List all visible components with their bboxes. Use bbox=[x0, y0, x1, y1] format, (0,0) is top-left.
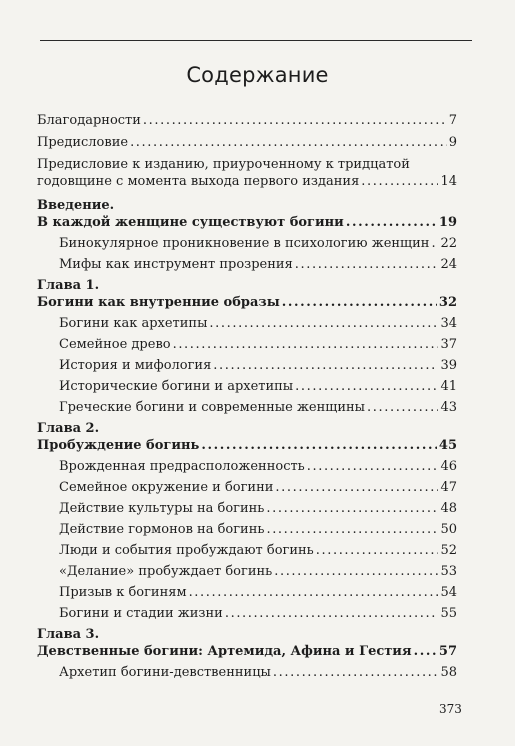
leader-dots bbox=[274, 564, 438, 579]
toc-entry-label: Пробуждение богинь bbox=[37, 438, 200, 453]
toc-entry-label: Девственные богини: Артемида, Афина и Гестия bbox=[37, 644, 412, 659]
toc-entry bbox=[37, 135, 457, 150]
toc-entry-page: 47 bbox=[440, 480, 457, 495]
toc-entry bbox=[37, 585, 457, 600]
leader-dots bbox=[143, 113, 447, 128]
leader-dots bbox=[130, 135, 447, 150]
section-heading: Глава 2. bbox=[37, 421, 100, 436]
toc-entry bbox=[37, 501, 457, 516]
toc-entry bbox=[37, 606, 457, 621]
toc-entry bbox=[37, 459, 457, 474]
toc-entry-page: 7 bbox=[448, 113, 457, 128]
leader-dots bbox=[295, 257, 439, 272]
toc-entry bbox=[37, 337, 457, 352]
toc-entry-page: 22 bbox=[440, 236, 457, 251]
leader-dots bbox=[189, 585, 439, 600]
leader-dots bbox=[213, 358, 438, 373]
leader-dots bbox=[346, 215, 437, 230]
toc-entry-label: Богини и стадии жизни bbox=[59, 606, 223, 621]
toc-entry-label: Семейное окружение и богини bbox=[59, 480, 274, 495]
toc-entry bbox=[37, 522, 457, 537]
toc-entry-label: Люди и события пробуждают богинь bbox=[59, 543, 314, 558]
toc-entry-label: годовщине с момента выхода первого издания bbox=[37, 174, 360, 189]
toc-entry bbox=[37, 438, 457, 453]
toc-entry-label: В каждой женщине существуют богини bbox=[37, 215, 344, 230]
leader-dots bbox=[275, 480, 438, 495]
toc-entry-label: Богини как архетипы bbox=[59, 316, 208, 331]
toc-entry bbox=[37, 379, 457, 394]
toc-entry-label: Бинокулярное проникновение в психологию женщин bbox=[59, 236, 430, 251]
toc-entry-page: 55 bbox=[440, 606, 457, 621]
toc-entry bbox=[37, 480, 457, 495]
section-heading: Глава 1. bbox=[37, 278, 100, 293]
toc-entry-label: Исторические богини и архетипы bbox=[59, 379, 294, 394]
page-number: 373 bbox=[439, 702, 462, 716]
toc-entry bbox=[37, 543, 457, 558]
toc-entry-label: История и мифология bbox=[59, 358, 212, 373]
toc-entry bbox=[37, 400, 457, 415]
section-heading: Глава 3. bbox=[37, 627, 100, 642]
toc-entry-label: Врожденная предрасположенность bbox=[59, 459, 305, 474]
toc-entry-first-line: Предисловие к изданию, приуроченному к тридцатой bbox=[37, 157, 410, 172]
toc-entry-page: 34 bbox=[440, 316, 457, 331]
toc-entry bbox=[37, 236, 457, 251]
toc-entry-page: 39 bbox=[440, 358, 457, 373]
toc-entry-label: «Делание» пробуждает богинь bbox=[59, 564, 273, 579]
toc-entry-page: 50 bbox=[440, 522, 457, 537]
toc-entry-label: Греческие богини и современные женщины bbox=[59, 400, 366, 415]
toc-entry-page: 45 bbox=[438, 438, 457, 453]
leader-dots bbox=[273, 665, 439, 680]
toc-entry-page: 52 bbox=[440, 543, 457, 558]
leader-dots bbox=[295, 379, 438, 394]
header-rule bbox=[40, 40, 472, 41]
leader-dots bbox=[282, 295, 437, 310]
toc-entry-page: 53 bbox=[440, 564, 457, 579]
toc-entry-label: Семейное древо bbox=[59, 337, 171, 352]
leader-dots bbox=[307, 459, 439, 474]
leader-dots bbox=[266, 522, 438, 537]
toc-entry-page: 9 bbox=[448, 135, 457, 150]
leader-dots bbox=[431, 236, 438, 251]
toc-entry-page: 58 bbox=[440, 665, 457, 680]
toc-entry bbox=[37, 295, 457, 310]
toc-entry-page: 46 bbox=[440, 459, 457, 474]
toc-entry bbox=[37, 358, 457, 373]
toc-entry-label: Благодарности bbox=[37, 113, 141, 128]
section-heading: Введение. bbox=[37, 198, 115, 213]
leader-dots bbox=[209, 316, 438, 331]
leader-dots bbox=[316, 543, 439, 558]
toc-entry-page: 48 bbox=[440, 501, 457, 516]
toc-entry-page: 54 bbox=[440, 585, 457, 600]
toc-entry-label: Архетип богини-девственницы bbox=[59, 665, 271, 680]
toc-entry-page: 24 bbox=[440, 257, 457, 272]
leader-dots bbox=[361, 174, 438, 189]
toc-entry bbox=[37, 644, 457, 659]
leader-dots bbox=[414, 644, 437, 659]
toc-entry bbox=[37, 215, 457, 230]
toc-entry bbox=[37, 665, 457, 680]
toc-entry-page: 19 bbox=[438, 215, 457, 230]
toc-entry-label: Богини как внутренние образы bbox=[37, 295, 280, 310]
toc-entry-page: 43 bbox=[440, 400, 457, 415]
toc-entry-page: 32 bbox=[438, 295, 457, 310]
leader-dots bbox=[225, 606, 439, 621]
toc-entry-label: Действие культуры на богинь bbox=[59, 501, 265, 516]
toc-entry-page: 41 bbox=[440, 379, 457, 394]
toc-entry-page: 37 bbox=[440, 337, 457, 352]
leader-dots bbox=[367, 400, 438, 415]
toc-entry-label: Действие гормонов на богинь bbox=[59, 522, 265, 537]
leader-dots bbox=[173, 337, 439, 352]
table-of-contents bbox=[37, 113, 457, 680]
toc-entry-page: 57 bbox=[438, 644, 457, 659]
toc-entry-label: Призыв к богиням bbox=[59, 585, 187, 600]
toc-entry bbox=[37, 257, 457, 272]
toc-entry-label: Мифы как инструмент прозрения bbox=[59, 257, 293, 272]
toc-entry-label: Предисловие bbox=[37, 135, 129, 150]
toc-entry bbox=[37, 564, 457, 579]
page-title: Содержание bbox=[186, 63, 329, 87]
leader-dots bbox=[266, 501, 438, 516]
toc-entry bbox=[37, 316, 457, 331]
leader-dots bbox=[201, 438, 437, 453]
toc-entry bbox=[37, 113, 457, 128]
toc-entry-page: 14 bbox=[440, 174, 457, 189]
toc-entry bbox=[37, 174, 457, 189]
